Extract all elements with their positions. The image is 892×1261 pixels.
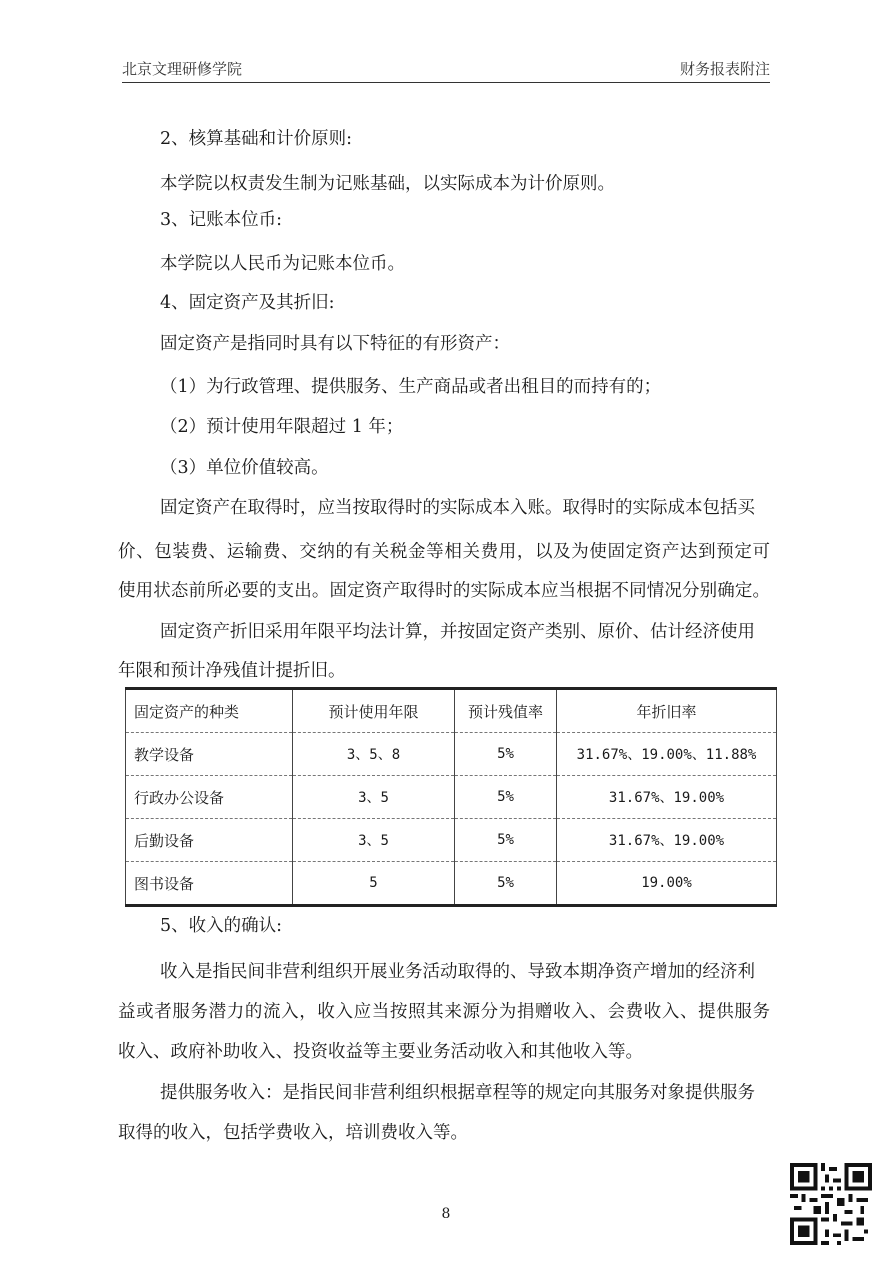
section-4-para-1-line-1: 固定资产在取得时，应当按取得时的实际成本入账。取得时的实际成本包括买 — [160, 498, 755, 518]
table-cell-years: 3、5 — [293, 819, 455, 862]
section-4-para-2-line-2: 年限和预计净残值计提折旧。 — [118, 661, 346, 681]
section-5-title: 5、收入的确认: — [160, 916, 283, 936]
section-2-title: 2、核算基础和计价原则: — [160, 129, 353, 149]
section-4-item-1: （1）为行政管理、提供服务、生产商品或者出租目的而持有的； — [160, 377, 662, 397]
table-cell-rate: 19.00% — [557, 862, 777, 906]
section-4-para-1-line-3: 使用状态前所必要的支出。固定资产取得时的实际成本应当根据不同情况分别确定。 — [118, 581, 770, 601]
section-5-para-1-line-3: 收入、政府补助收入、投资收益等主要业务活动收入和其他收入等。 — [118, 1042, 643, 1062]
header-org: 北京文理研修学院 — [122, 60, 243, 78]
table-cell-years: 3、5、8 — [293, 733, 455, 776]
section-5-para-1-line-2: 益或者服务潜力的流入，收入应当按照其来源分为捐赠收入、会费收入、提供服务 — [118, 1002, 770, 1022]
section-5-para-1-line-1: 收入是指民间非营利组织开展业务活动取得的、导致本期净资产增加的经济利 — [160, 962, 755, 982]
table-cell-years: 3、5 — [293, 776, 455, 819]
section-4-item-3: （3）单位价值较高。 — [160, 458, 329, 478]
table-header-cell: 固定资产的种类 — [126, 689, 293, 733]
section-3-body: 本学院以人民币为记账本位币。 — [160, 254, 405, 274]
table-cell-years: 5 — [293, 862, 455, 906]
table-cell-category: 后勤设备 — [126, 819, 293, 862]
page-number: 8 — [441, 1206, 451, 1222]
section-2-body: 本学院以权责发生制为记账基础，以实际成本为计价原则。 — [160, 174, 615, 194]
section-4-para-2-line-1: 固定资产折旧采用年限平均法计算，并按固定资产类别、原价、估计经济使用 — [160, 622, 755, 642]
table-cell-rate: 31.67%、19.00% — [557, 819, 777, 862]
table-header-row — [126, 689, 777, 733]
table-header-cell: 年折旧率 — [557, 689, 777, 733]
section-4-title: 4、固定资产及其折旧: — [160, 293, 335, 313]
table-cell-residual: 5% — [455, 819, 557, 862]
section-5-para-2-line-1: 提供服务收入：是指民间非营利组织根据章程等的规定向其服务对象提供服务 — [160, 1083, 755, 1103]
table-row — [126, 776, 777, 819]
table-cell-residual: 5% — [455, 862, 557, 906]
table-row — [126, 733, 777, 776]
qr-code-icon — [790, 1163, 872, 1245]
depreciation-table — [125, 687, 777, 907]
table-cell-residual: 5% — [455, 733, 557, 776]
header-doc-title: 财务报表附注 — [679, 60, 770, 78]
table-cell-category: 教学设备 — [126, 733, 293, 776]
table-header-cell: 预计残值率 — [455, 689, 557, 733]
table-cell-residual: 5% — [455, 776, 557, 819]
table-cell-rate: 31.67%、19.00%、11.88% — [557, 733, 777, 776]
table-cell-rate: 31.67%、19.00% — [557, 776, 777, 819]
page-header — [122, 58, 770, 83]
section-3-title: 3、记账本位币: — [160, 210, 283, 230]
table-row — [126, 819, 777, 862]
table-row — [126, 862, 777, 906]
section-4-intro: 固定资产是指同时具有以下特征的有形资产： — [160, 334, 510, 354]
section-5-para-2-line-2: 取得的收入，包括学费收入，培训费收入等。 — [118, 1123, 468, 1143]
section-4-item-2: （2）预计使用年限超过 1 年； — [160, 417, 404, 437]
table-header-cell: 预计使用年限 — [293, 689, 455, 733]
table-cell-category: 图书设备 — [126, 862, 293, 906]
table-cell-category: 行政办公设备 — [126, 776, 293, 819]
section-4-para-1-line-2: 价、包装费、运输费、交纳的有关税金等相关费用，以及为使固定资产达到预定可 — [118, 542, 770, 562]
